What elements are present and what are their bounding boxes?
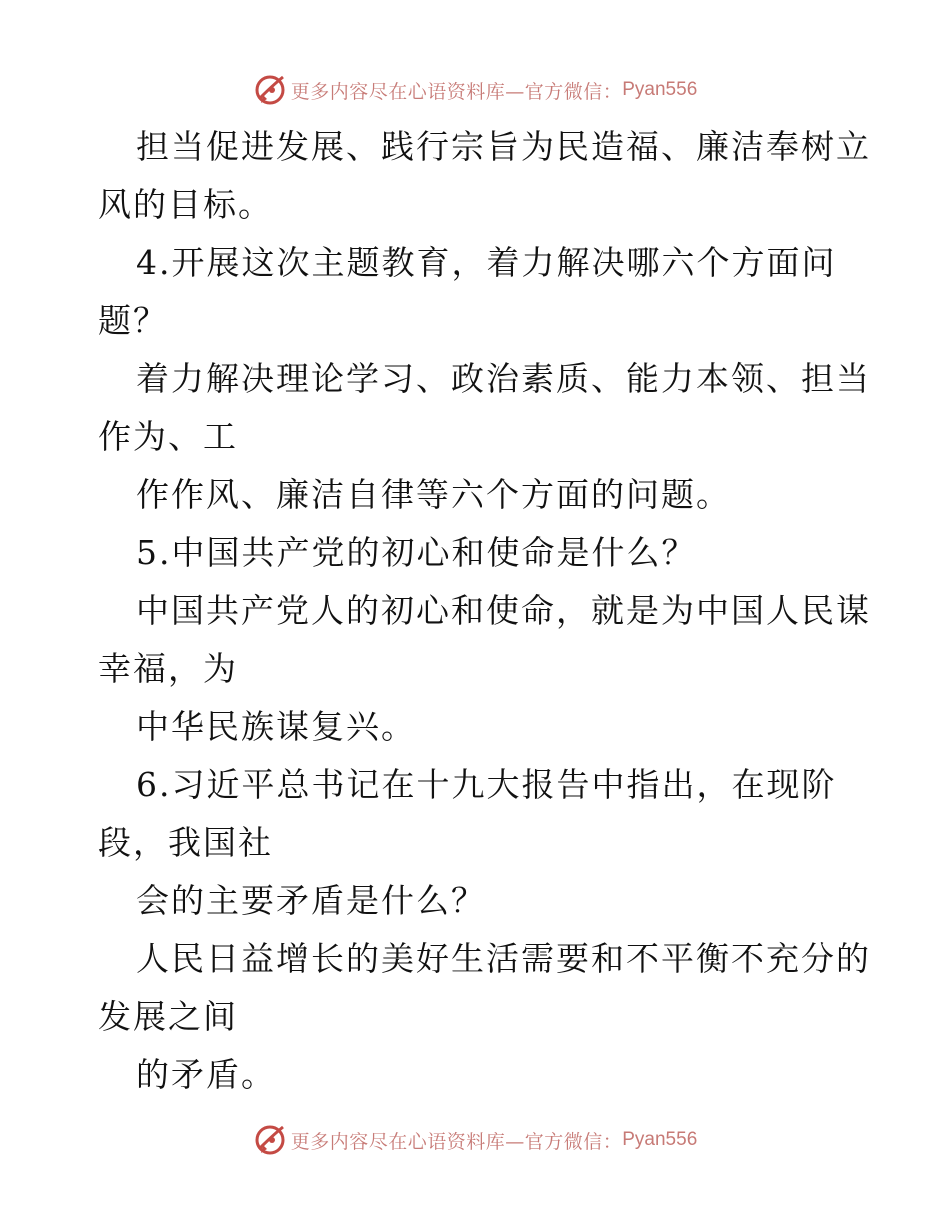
answer-line: 中华民族谋复兴。 xyxy=(136,707,416,746)
answer-line: 中国共产党人的初心和使命，就是为中国人民谋 xyxy=(136,591,871,630)
answer-line: 着力解决理论学习、政治素质、能力本领、担当 xyxy=(136,359,871,398)
watermark-wechat-id: Pyan556 xyxy=(622,79,698,100)
question-heading: 5.中国共产党的初心和使命是什么？ xyxy=(136,533,697,572)
answer-line: 作为、工 xyxy=(98,417,238,456)
question-heading: 6.习近平总书记在十九大报告中指出，在现阶 xyxy=(136,765,837,804)
question-heading: 会的主要矛盾是什么？ xyxy=(136,881,486,920)
watermark-text: 更多内容尽在心语资料库—官方微信： xyxy=(290,80,623,103)
answer-line: 的矛盾。 xyxy=(136,1055,276,1094)
answer-line: 幸福，为 xyxy=(98,649,238,688)
pen-logo-icon xyxy=(253,73,287,107)
answer-line: 人民日益增长的美好生活需要和不平衡不充分的 xyxy=(136,939,871,978)
watermark-text: 更多内容尽在心语资料库—官方微信： xyxy=(290,1130,623,1153)
text-line: 担当促进发展、践行宗旨为民造福、廉洁奉树立 xyxy=(136,127,871,166)
text-line: 风的目标。 xyxy=(98,185,273,224)
question-heading: 4.开展这次主题教育，着力解决哪六个方面问 xyxy=(136,243,837,282)
answer-line: 发展之间 xyxy=(98,997,238,1036)
header-watermark xyxy=(0,70,950,110)
watermark-wechat-id: Pyan556 xyxy=(622,1129,698,1150)
question-heading: 题？ xyxy=(98,301,168,340)
question-heading: 段，我国社 xyxy=(98,823,273,862)
pen-logo-icon xyxy=(253,1123,287,1157)
footer-watermark xyxy=(0,1120,950,1160)
answer-line: 作作风、廉洁自律等六个方面的问题。 xyxy=(136,475,731,514)
document-body xyxy=(0,118,950,1104)
